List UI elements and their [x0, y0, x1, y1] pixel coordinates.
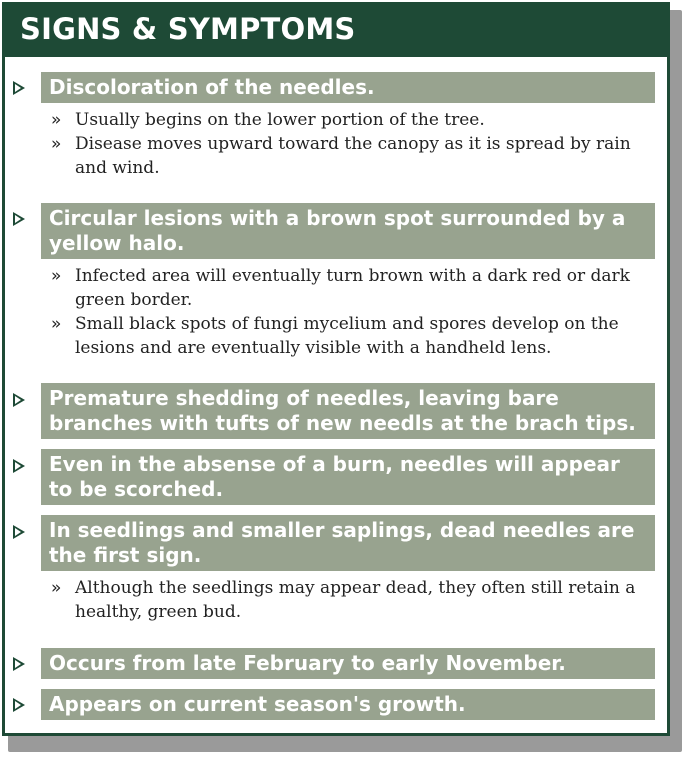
page-title: SIGNS & SYMPTOMS: [20, 12, 356, 46]
triangle-arrow-icon: [13, 81, 25, 95]
section-heading: Even in the absense of a burn, needles will appear to be scorched.: [41, 449, 655, 505]
section-heading: Premature shedding of needles, leaving bare branches with tufts of new needls at the brach tips.: [41, 383, 655, 439]
triangle-arrow-icon: [13, 657, 25, 671]
list-item: » Disease moves upward toward the canopy as it is spread by rain and wind.: [51, 134, 631, 178]
section-heading: Discoloration of the needles.: [41, 72, 655, 103]
double-chevron-icon: »: [51, 314, 62, 334]
list-item: » Small black spots of fungi mycelium and spores develop on the lesions and are eventually visible with a handheld lens.: [51, 314, 619, 358]
list-item: » Usually begins on the lower portion of the tree.: [51, 110, 485, 130]
double-chevron-icon: »: [51, 134, 62, 154]
section-heading: Occurs from late February to early November.: [41, 648, 655, 679]
title-bar: [5, 5, 667, 57]
double-chevron-icon: »: [51, 110, 62, 130]
section-heading: Circular lesions with a brown spot surrounded by a yellow halo.: [41, 203, 655, 259]
signs-symptoms-panel: [2, 2, 670, 736]
triangle-arrow-icon: [13, 698, 25, 712]
section-heading: Appears on current season's growth.: [41, 689, 655, 720]
triangle-arrow-icon: [13, 525, 25, 539]
triangle-arrow-icon: [13, 459, 25, 473]
list-item: » Infected area will eventually turn brown with a dark red or dark green border.: [51, 266, 630, 310]
list-item: » Although the seedlings may appear dead, they often still retain a healthy, green bud.: [51, 578, 636, 622]
triangle-arrow-icon: [13, 393, 25, 407]
section-heading: In seedlings and smaller saplings, dead needles are the first sign.: [41, 515, 655, 571]
triangle-arrow-icon: [13, 212, 25, 226]
double-chevron-icon: »: [51, 266, 62, 286]
double-chevron-icon: »: [51, 578, 62, 598]
